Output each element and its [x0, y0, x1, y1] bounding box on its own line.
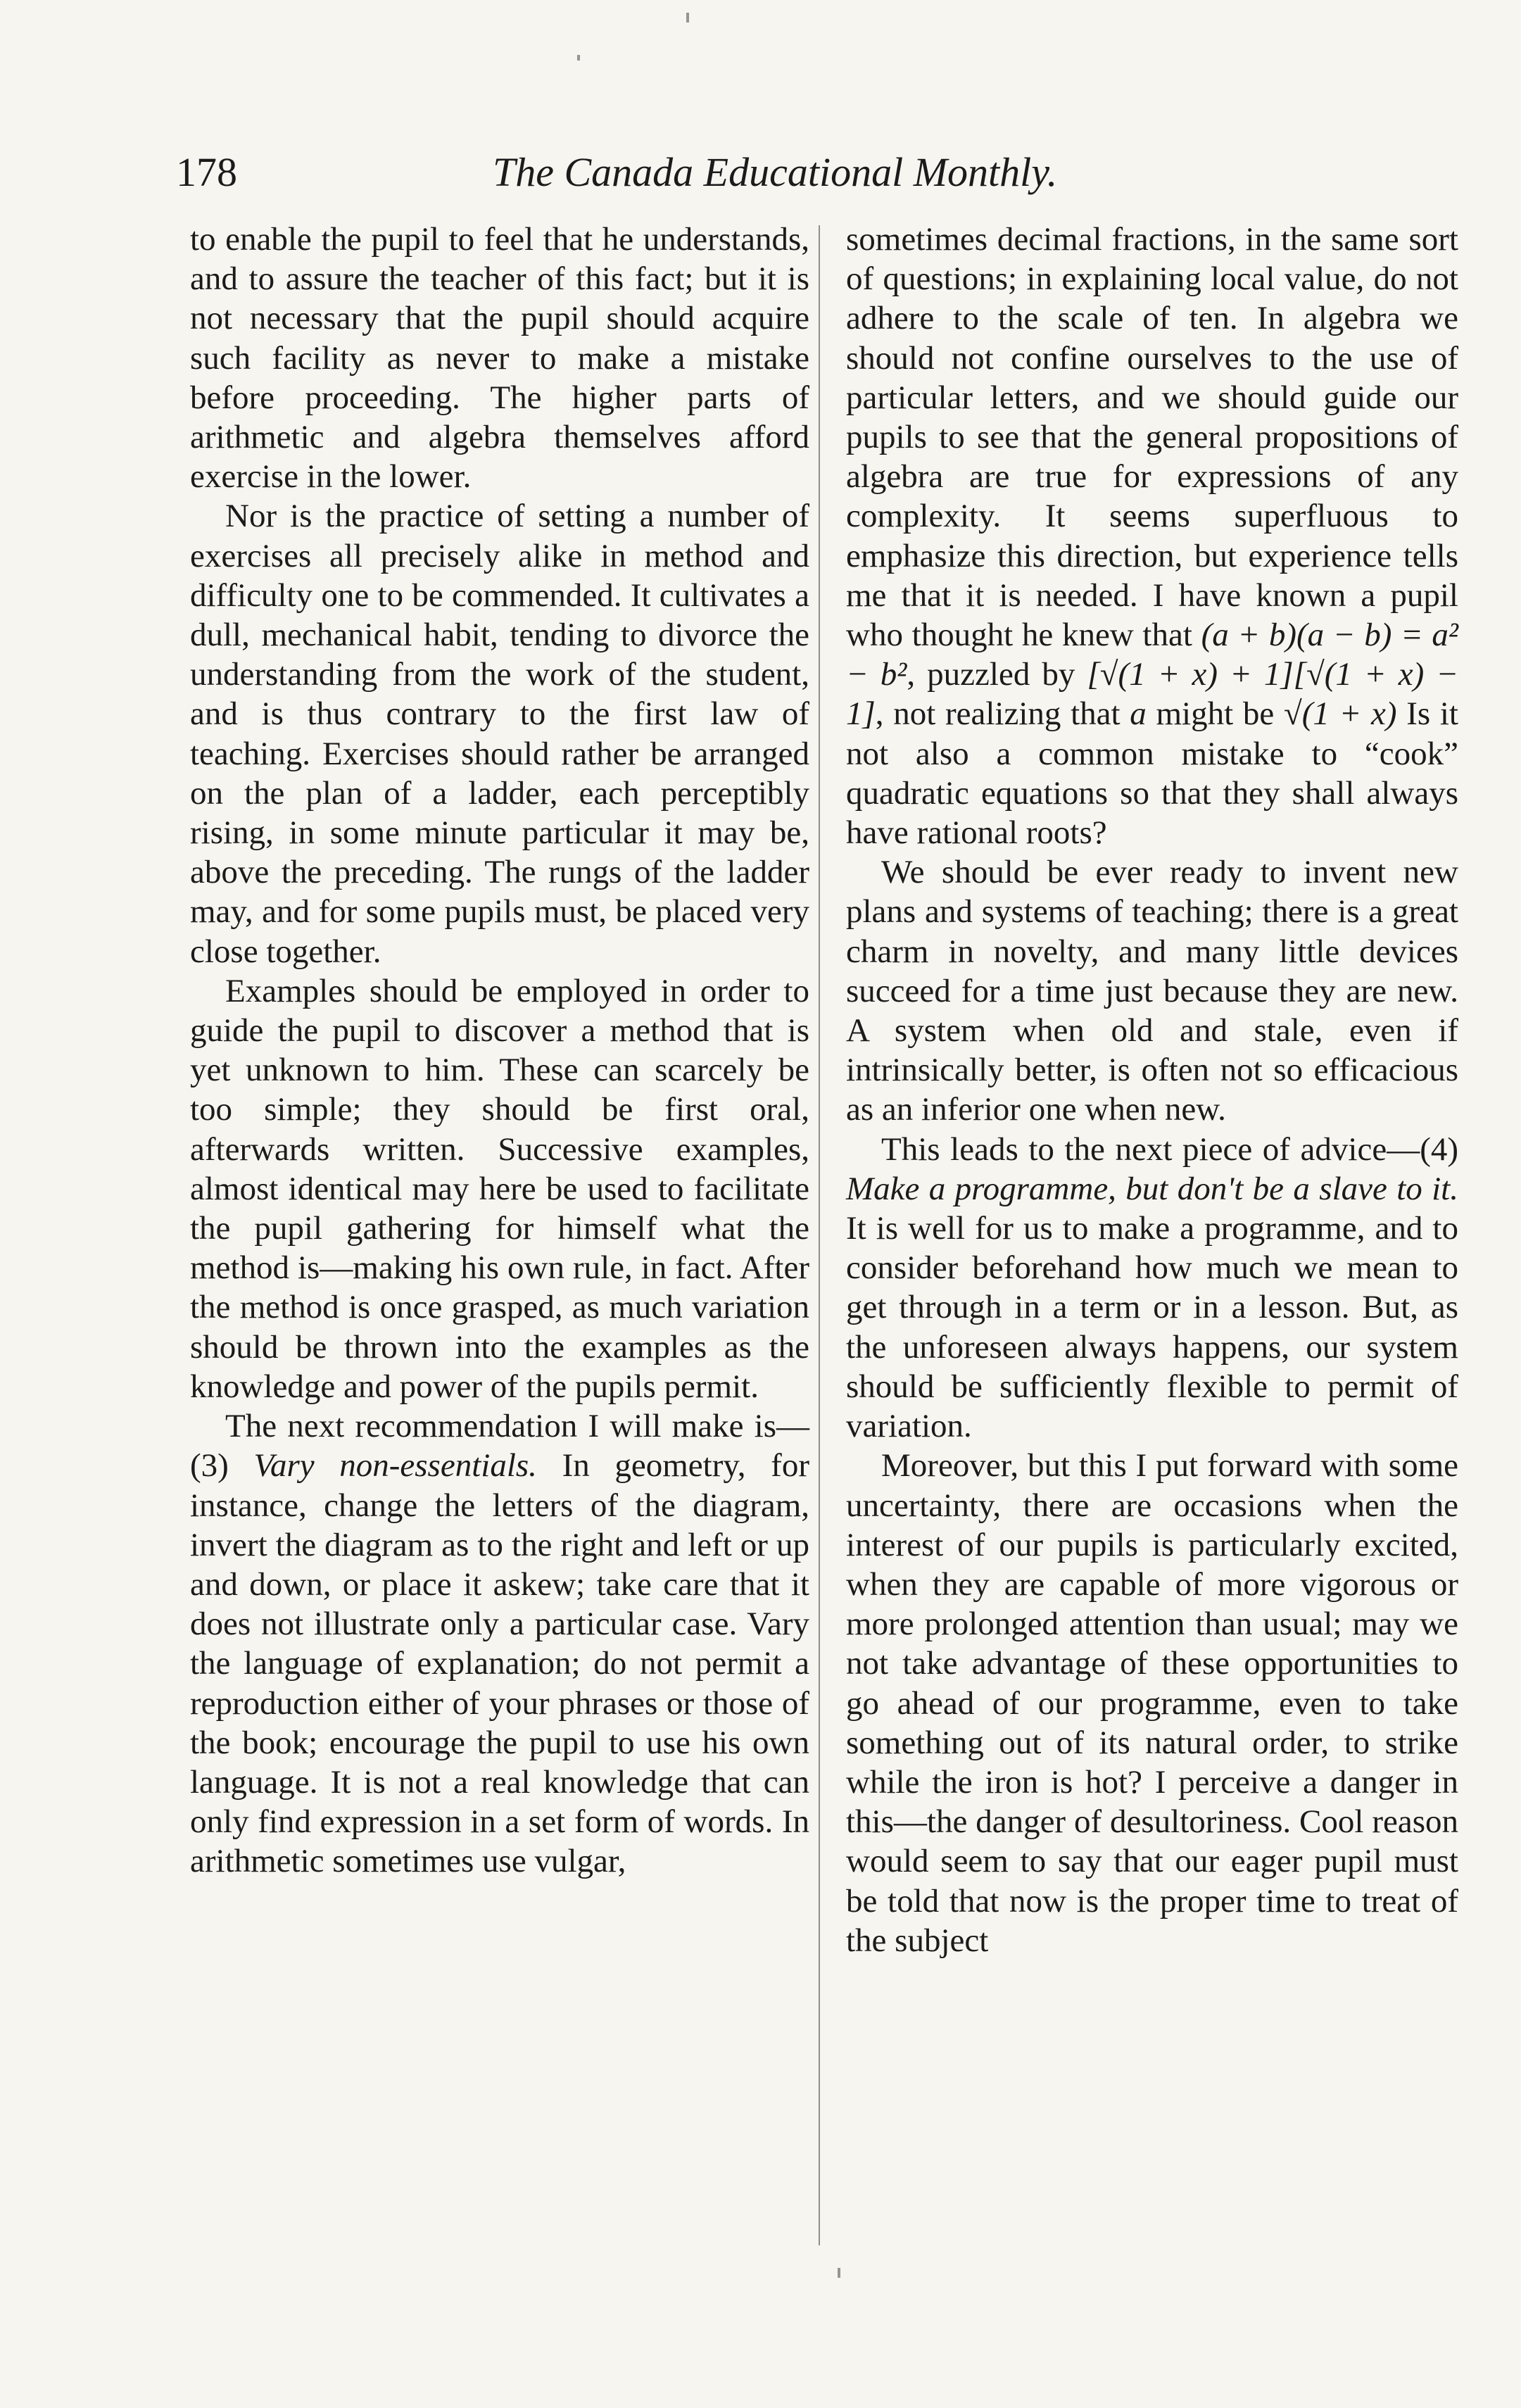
page-number: 178: [176, 149, 237, 195]
formula: √(1 + x): [1283, 695, 1397, 733]
page-header: [176, 144, 1478, 201]
paragraph-text: The next recommendation I will make is—(3): [190, 1408, 809, 1484]
running-title: The Canada Educational Monthly.: [493, 149, 1058, 195]
italic-heading: Make a programme, but don't be a slave to it.: [846, 1170, 1458, 1207]
scan-speck: [686, 13, 689, 23]
scan-speck: [577, 55, 580, 61]
paragraph-text: In geometry, for instance, change the letters of the diagram, invert the diagram as to the right and left or up and down, or place it askew; take care that it does not illustrate only a particular case. Vary the language of explanation; do not permit a reproduction either of your phrases or those of the book; encourage the pupil to use his own language. It is not a real knowledge that can only find expression in a set form of words. In arithmetic sometimes use vulgar,: [190, 1447, 809, 1880]
paragraph: to enable the pupil to feel that he understands, and to assure the teacher of this fact; but it is not necessary that the pupil should acquire such facility as never to make a mistake before proceeding. The higher parts of arithmetic and algebra themselves afford exercise in the lower.: [190, 221, 809, 496]
paragraph: Nor is the practice of setting a number of exercises all precisely alike in method and difficulty one to be commended. It cultivates a dull, mechanical habit, tending to divorce the understanding from the work of the student, and is thus contrary to the first law of teaching. Exercises should rather be arranged on the plan of a ladder, each perceptibly rising, in some minute particular it may be, above the preceding. The rungs of the ladder may, and for some pupils must, be placed very close together.: [190, 498, 809, 970]
paragraph: We should be ever ready to invent new plans and systems of teaching; there is a great charm in novelty, and many little devices succeed for a time just because they are new. A system when old and stale, even if intrinsically better, is often not so efficacious as an inferior one when new.: [846, 854, 1458, 1128]
paragraph-text: Is it not also a common mistake to “cook” quadratic equations so that they shall always have rational roots?: [846, 695, 1458, 852]
paragraph-text: , not realizing that: [875, 695, 1130, 733]
paragraph-text: , puzzled by: [907, 656, 1087, 693]
paragraph: [190, 1406, 809, 1881]
column-divider: [819, 225, 820, 2245]
scan-speck: [838, 2268, 840, 2278]
paragraph: [846, 220, 1458, 852]
paragraph-text: It is well for us to make a programme, and to consider beforehand how much we mean to get through in a term or in a lesson. But, as the unforeseen always happens, our system should be sufficiently flexible to permit of variation.: [846, 1210, 1458, 1445]
formula: [√(1 + x) + 1][√(1 + x) − 1]: [846, 656, 1459, 733]
paragraph: [846, 1130, 1458, 1446]
formula: a: [1130, 695, 1147, 733]
formula: (a + b)(a − b) = a² − b²: [846, 617, 1459, 693]
left-column: [190, 220, 809, 1881]
paragraph-text: might be: [1146, 695, 1284, 733]
right-column: [846, 220, 1458, 1960]
italic-heading: Vary non-essentials.: [253, 1447, 537, 1484]
paragraph: Moreover, but this I put forward with some uncertainty, there are occasions when the interest of our pupils is particularly excited, when they are capable of more vigorous or more prolonged attention than usual; may we not take advantage of these opportunities to go ahead of our programme, even to take something out of its natural order, to strike while the iron is hot? I perceive a danger in this—the danger of desultoriness. Cool reason would seem to say that our eager pupil must be told that now is the proper time to treat of the subject: [846, 1447, 1458, 1959]
paragraph-text: sometimes decimal fractions, in the same sort of questions; in explaining local value, do not adhere to the scale of ten. In algebra we should not confine ourselves to the use of particular letters, and we should guide our pupils to see that the general propositions of algebra are true for expressions of any complexity. It seems superfluous to emphasize this direction, but experience tells me that it is needed. I have known a pupil who thought he knew that: [846, 221, 1458, 654]
paragraph: Examples should be employed in order to guide the pupil to discover a method that is yet unknown to him. These can scarcely be too simple; they should be first oral, afterwards written. Successive examples, almost identical may here be used to facilitate the pupil gathering for himself what the method is—making his own rule, in fact. After the method is once grasped, as much variation should be thrown into the examples as the knowledge and power of the pupils permit.: [190, 972, 809, 1405]
paragraph-text: This leads to the next piece of advice—(4): [881, 1130, 1458, 1168]
